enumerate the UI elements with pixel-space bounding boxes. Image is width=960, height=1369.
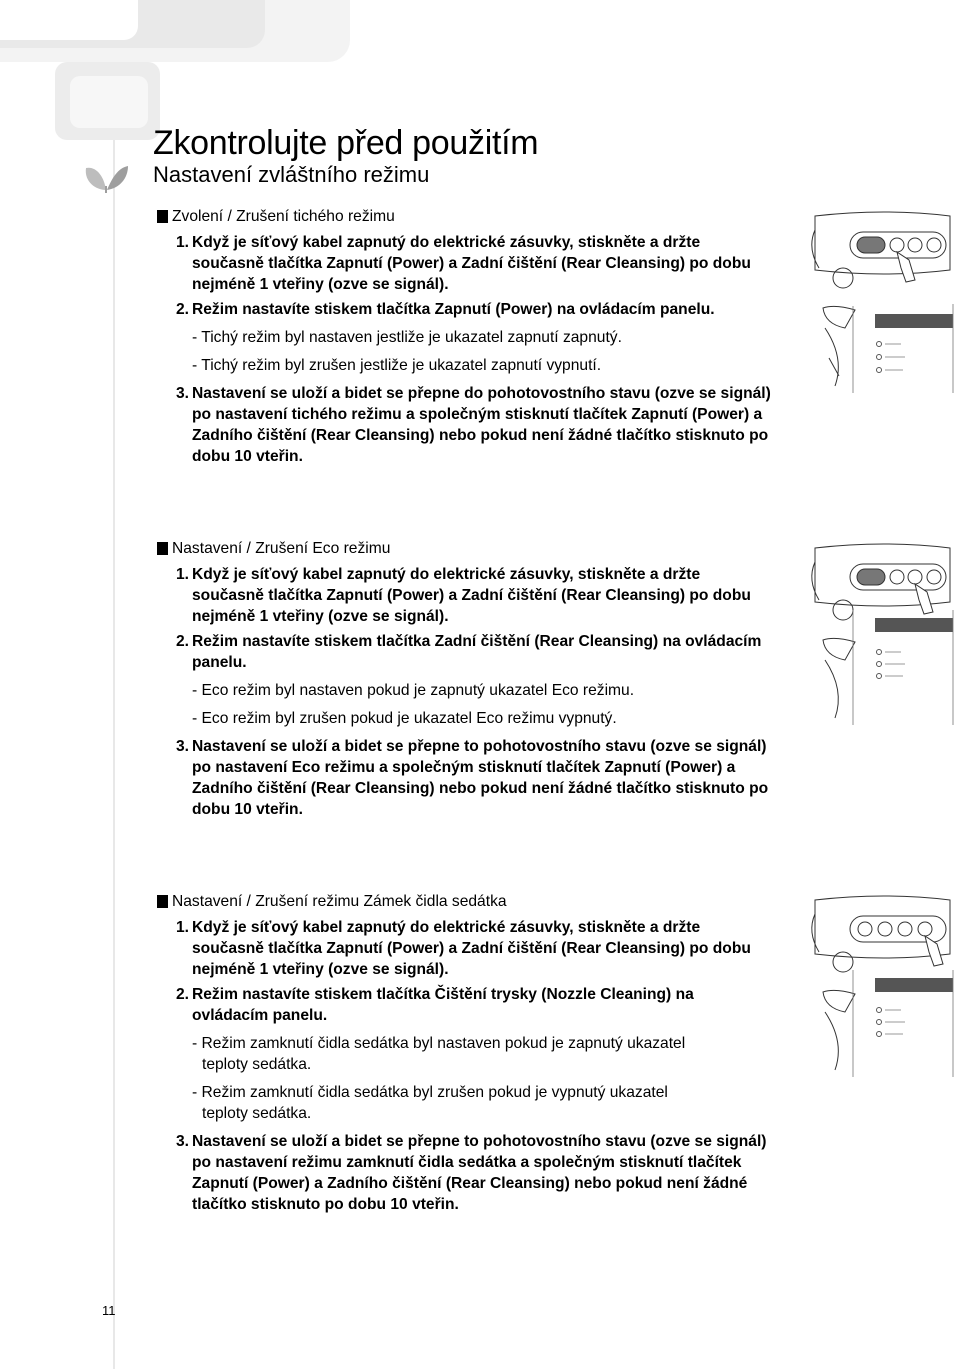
- step-3: [157, 383, 772, 467]
- step-number: 2.: [175, 986, 189, 1003]
- leaf-icon: [82, 160, 130, 194]
- step-text: Nastavení se uloží a bidet se přepne to pohotovostního stavu (ozve se signál) po nastavení Eco režimu a společným stisknutí tlačítek Zapnutí (Power) a Zadního čištění (Rear Cleansing) nebo pokud není žádné tlačítko stisknuto po dobu 10 vteřin.: [192, 738, 769, 818]
- note: - Tichý režim byl nastaven jestliže je ukazatel zapnutí zapnutý.: [192, 329, 622, 346]
- section-heading: [157, 206, 772, 227]
- remote-panel-illustration: [805, 208, 955, 393]
- note: [192, 1033, 772, 1075]
- page-subtitle: Nastavení zvláštního režimu: [153, 162, 430, 187]
- step-1: [157, 564, 772, 627]
- note-line: teploty sedátka.: [202, 1105, 312, 1122]
- step-number: 2.: [175, 301, 189, 318]
- step-1: [157, 232, 772, 295]
- section-eco-mode: [157, 538, 772, 820]
- square-bullet-icon: [157, 542, 168, 555]
- step-number: 1.: [175, 919, 189, 936]
- remote-panel-illustration: [805, 892, 955, 1077]
- note-line: - Režim zamknutí čidla sedátka byl nastaven pokud je zapnutý ukazatel: [192, 1035, 686, 1052]
- step-text: Když je síťový kabel zapnutý do elektrické zásuvky, stiskněte a držte současně tlačítka Zapnutí (Power) a Zadní čištění (Rear Cleansing) po dobu nejméně 1 vteřiny (ozve se signál).: [192, 566, 751, 625]
- step-text: Když je síťový kabel zapnutý do elektrické zásuvky, stiskněte a držte současně tlačítka Zapnutí (Power) a Zadní čištění (Rear Cleansing) po dobu nejméně 1 vteřiny (ozve se signál).: [192, 919, 751, 978]
- note-line: - Režim zamknutí čidla sedátka byl zrušen pokud je vypnutý ukazatel: [192, 1084, 668, 1101]
- page-corner-tab-highlight: [0, 0, 138, 40]
- note: [192, 1082, 772, 1124]
- note: - Eco režim byl nastaven pokud je zapnutý ukazatel Eco režimu.: [192, 682, 635, 699]
- step-2: [157, 984, 772, 1026]
- step-1: [157, 917, 772, 980]
- step-2: [157, 631, 772, 673]
- page-number: 11: [102, 1303, 116, 1318]
- section-heading: [157, 891, 772, 912]
- section-heading-text: Nastavení / Zrušení režimu Zámek čidla sedátka: [172, 893, 507, 910]
- step-number: 3.: [175, 385, 189, 402]
- step-text: Režim nastavíte stiskem tlačítka Zapnutí (Power) na ovládacím panelu.: [192, 301, 715, 318]
- step-text: Nastavení se uloží a bidet se přepne to pohotovostního stavu (ozve se signál) po nastavení režimu zamknutí čidla sedátka a společným stisknutí tlačítek Zapnutí (Power) a Zadního čištění (Rear Cleansing) nebo pokud není žádné tlačítko stisknuto po dobu 10 vteřin.: [192, 1133, 767, 1213]
- left-margin-rule: [113, 140, 115, 1369]
- section-heading-text: Nastavení / Zrušení Eco režimu: [172, 540, 391, 557]
- step-text: Režim nastavíte stiskem tlačítka Zadní čištění (Rear Cleansing) na ovládacím panelu.: [192, 633, 762, 671]
- step-text: Režim nastavíte stiskem tlačítka Čištění trysky (Nozzle Cleaning) na ovládacím panelu.: [192, 986, 694, 1024]
- step-number: 2.: [175, 633, 189, 650]
- step-number: 3.: [175, 738, 189, 755]
- step-3: [157, 736, 772, 820]
- page-title: Zkontrolujte před použitím: [153, 124, 539, 162]
- section-heading: [157, 538, 772, 559]
- step-number: 1.: [175, 566, 189, 583]
- step-text: Když je síťový kabel zapnutý do elektrické zásuvky, stiskněte a držte současně tlačítka Zapnutí (Power) a Zadní čištění (Rear Cleansing) po dobu nejméně 1 vteřiny (ozve se signál).: [192, 234, 751, 293]
- note: - Tichý režim byl zrušen jestliže je ukazatel zapnutí vypnutí.: [192, 357, 602, 374]
- step-number: 3.: [175, 1133, 189, 1150]
- square-bullet-icon: [157, 895, 168, 908]
- section-seat-sensor-lock: [157, 891, 772, 1215]
- remote-panel-illustration: [805, 540, 955, 725]
- step-number: 1.: [175, 234, 189, 251]
- section-heading-text: Zvolení / Zrušení tichého režimu: [172, 208, 395, 225]
- square-bullet-icon: [157, 210, 168, 223]
- corner-decoration-inner: [70, 76, 148, 128]
- section-quiet-mode: [157, 206, 772, 467]
- step-text: Nastavení se uloží a bidet se přepne do pohotovostního stavu (ozve se signál) po nastavení tichého režimu a společným stisknutí tlačítek Zapnutí (Power) a Zadního čištění (Rear Cleansing) nebo pokud není žádné tlačítko stisknuto po dobu 10 vteřin.: [192, 385, 771, 465]
- step-3: [157, 1131, 772, 1215]
- note-line: teploty sedátka.: [202, 1056, 312, 1073]
- note: - Eco režim byl zrušen pokud je ukazatel Eco režimu vypnutý.: [192, 710, 617, 727]
- step-2: [157, 299, 772, 320]
